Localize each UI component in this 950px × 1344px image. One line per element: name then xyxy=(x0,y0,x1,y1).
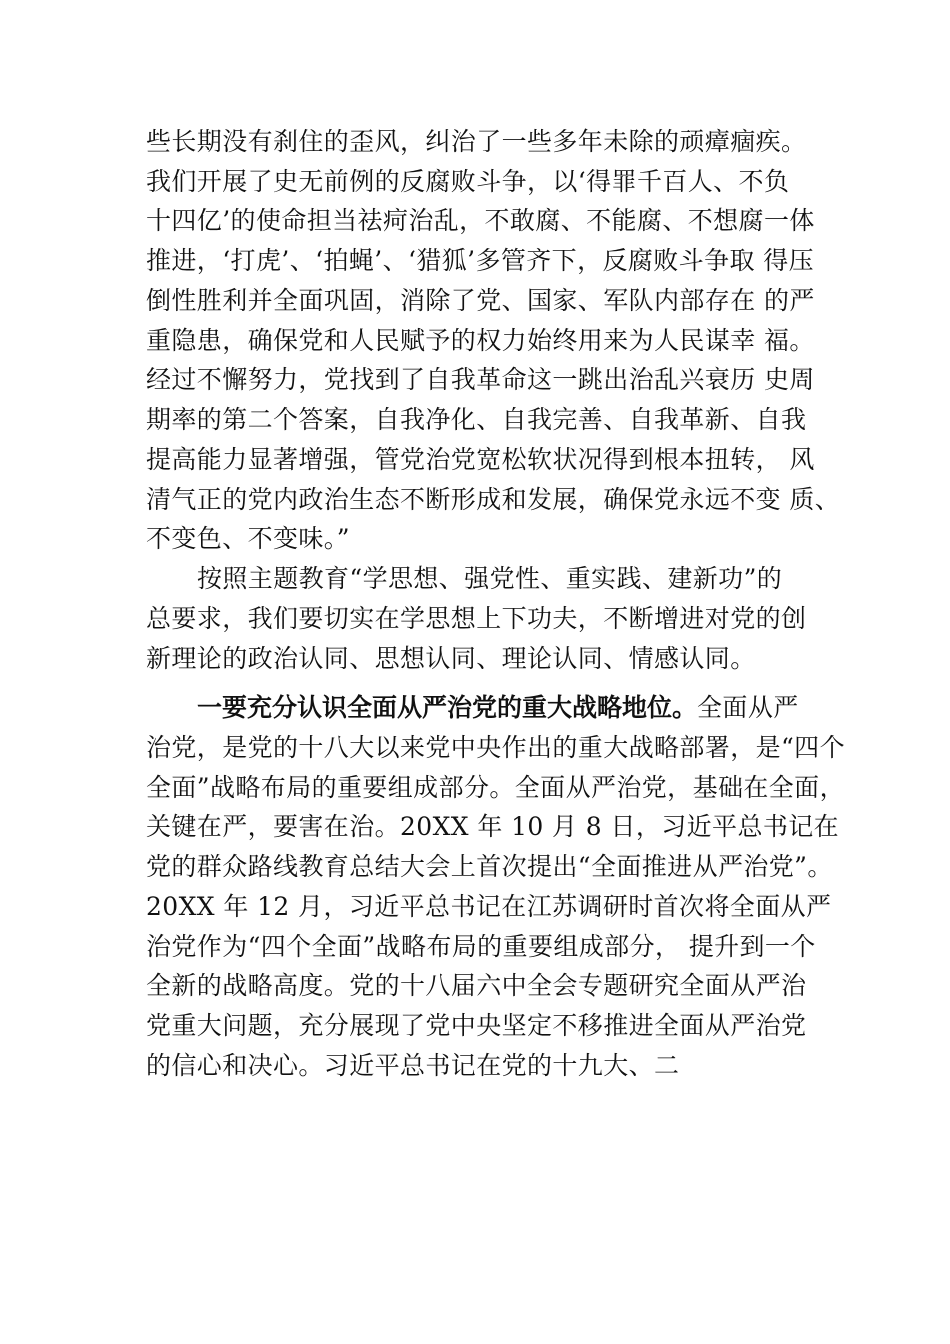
text-line: 经过不懈努力，党找到了自我革命这一跳出治乱兴衰历 史周 xyxy=(146,365,815,394)
text-line: 党的群众路线教育总结大会上首次提出“全面推进从严治党”。 xyxy=(146,852,833,881)
text-line: 提高能力显著增强，管党治党宽松软状况得到根本扭转， 风 xyxy=(146,445,815,474)
text-line: 推进，‘打虎’、‘拍蝇’、‘猎狐’多管齐下，反腐败斗争取 得压 xyxy=(146,246,815,275)
text-line: 治党，是党的十八大以来党中央作出的重大战略部署，是“四个 xyxy=(146,733,845,762)
text-line: 倒性胜利并全面巩固，消除了党、国家、军队内部存在 的严 xyxy=(146,286,815,315)
paragraph-first-line: 按照主题教育“学思想、强党性、重实践、建新功”的 xyxy=(197,564,783,593)
text-line: 关键在严，要害在治。20XX 年 10 月 8 日，习近平总书记在 xyxy=(146,812,840,841)
text-line: 20XX 年 12 月，习近平总书记在江苏调研时首次将全面从严 xyxy=(146,892,832,921)
text-line: 全面”战略布局的重要组成部分。全面从严治党，基础在全面， xyxy=(146,773,845,802)
section-first-line xyxy=(197,690,799,726)
text-line: 期率的第二个答案，自我净化、自我完善、自我革新、自我 xyxy=(146,405,807,434)
text-line: 治党作为“四个全面”战略布局的重要组成部分， 提升到一个 xyxy=(146,932,816,961)
section-heading-continuation: 全面从严 xyxy=(697,693,799,722)
text-line: 不变色、不变味。” xyxy=(146,524,350,553)
text-line: 些长期没有刹住的歪风，纠治了一些多年未除的顽瘴痼疾。 xyxy=(146,127,807,156)
text-line: 总要求，我们要切实在学思想上下功夫，不断增进对党的创 xyxy=(146,604,807,633)
text-line: 十四亿’的使命担当祛疴治乱，不敢腐、不能腐、不想腐一体 xyxy=(146,206,815,235)
section-heading: 一要充分认识全面从严治党的重大战略地位。 xyxy=(197,693,698,722)
text-line: 的信心和决心。习近平总书记在党的十九大、二 xyxy=(146,1051,680,1080)
text-line: 重隐患，确保党和人民赋予的权力始终用来为人民谋幸 福。 xyxy=(146,326,815,355)
text-line: 全新的战略高度。党的十八届六中全会专题研究全面从严治 xyxy=(146,971,807,1000)
text-line: 党重大问题，充分展现了党中央坚定不移推进全面从严治党 xyxy=(146,1011,807,1040)
text-line: 新理论的政治认同、思想认同、理论认同、情感认同。 xyxy=(146,644,756,673)
text-line: 清气正的党内政治生态不断形成和发展，确保党永远不变 质、 xyxy=(146,485,841,514)
text-line: 我们开展了史无前例的反腐败斗争，以‘得罪千百人、不负 xyxy=(146,167,790,196)
